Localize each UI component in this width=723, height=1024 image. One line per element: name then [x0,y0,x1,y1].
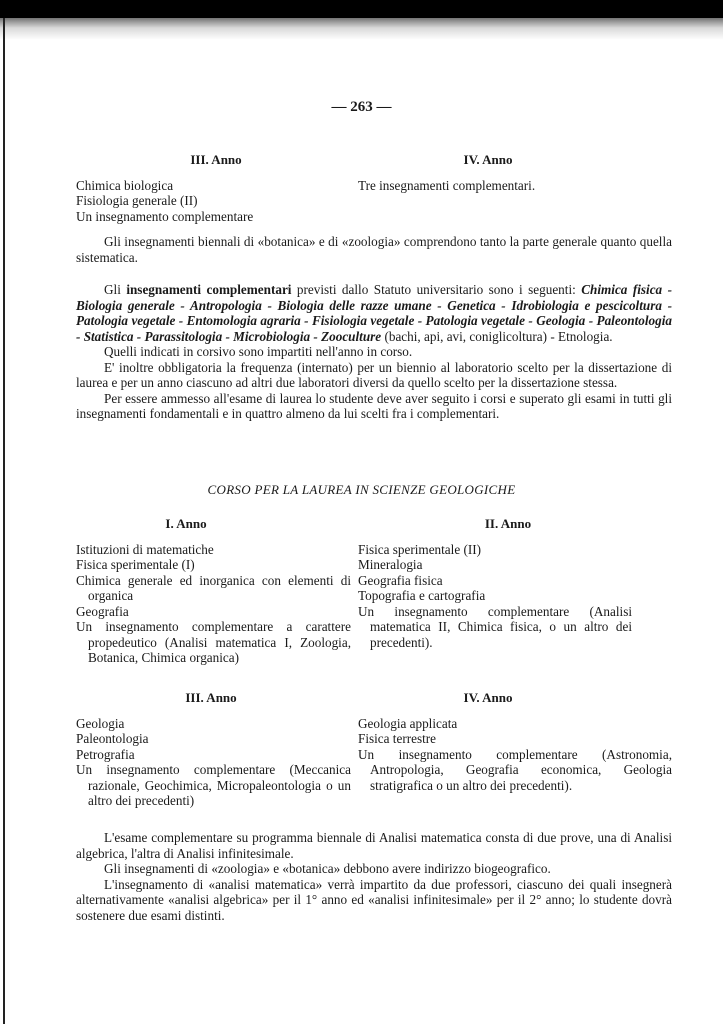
heading-iii-anno: III. Anno [190,152,242,167]
geo-anno1-list [76,542,351,666]
geo-notes [76,830,672,923]
top-col-left-list [76,178,351,225]
section-title-geologia: CORSO PER LA LAUREA IN SCIENZE GEOLOGICHE [207,482,516,497]
list-item: Geografia [76,603,129,619]
list-item: Geografia fisica [358,572,443,588]
text-fragment: previsti dallo Statuto universitario sono i seguenti: [291,282,582,297]
para-frequenza: E' inoltre obbligatoria la frequenza (internato) per un biennio al laboratorio scelto per la dissertazione di laurea e per un anno ciascuno ad altri due laboratori diversi da quello scelto per la dissertazione stessa. [76,359,672,390]
complementari-block [76,282,672,422]
text-fragment: (bachi, api, avi, coniglicoltura) - Etnologia. [381,328,613,344]
list-item: Fisica sperimentale (I) [76,557,195,572]
scan-top-noise [0,18,723,40]
list-item: Topografia e cartografia [358,588,486,603]
list-item: Istituzioni di matematiche [76,541,214,557]
geo-anno3 [76,690,351,809]
list-item: Chimica generale ed inorganica con elementi di organica [76,572,351,603]
list-item: Geologia [76,715,125,731]
geo-anno4-list [358,716,672,794]
list-item: Petrografia [76,746,135,762]
para-biennali-block [76,234,672,265]
list-item: Fisiologia generale (II) [76,193,198,208]
bold-term: insegnamenti complementari [126,282,292,297]
geo-anno1 [76,516,351,666]
list-item: Un insegnamento complementare (Astronomia, Antropologia, Geografia economica, Geologia stratigrafica o un altro dei precedenti). [358,746,672,793]
list-item: Tre insegnamenti complementari. [358,177,536,193]
list-item: Un insegnamento complementare a carattere propedeutico (Analisi matematica I, Zoologia, Botanica, Chimica organica) [76,619,351,665]
list-item: Mineralogia [358,557,423,572]
list-item: Fisica terrestre [358,731,436,746]
scan-top-border [0,0,723,18]
geo-anno2 [358,516,632,650]
geo-anno4 [358,690,672,793]
note-zoologia-botanica: Gli insegnamenti di «zoologia» e «botanica» debbono avere indirizzo biogeografico. [104,861,551,876]
para-corsivo: Quelli indicati in corsivo sono impartiti nell'anno in corso. [104,344,413,359]
heading-iv-anno: IV. Anno [463,152,513,167]
top-col-right [358,152,648,193]
top-col-left [76,152,351,224]
list-item: Fisica sperimentale (II) [358,541,482,557]
list-item: Un insegnamento complementare (Analisi matematica II, Chimica fisica, o un altro dei precedenti). [358,603,632,650]
top-col-right-list [358,178,648,194]
list-item: Paleontologia [76,731,149,746]
note-analisi-professori: L'insegnamento di «analisi matematica» verrà impartito da due professori, ciascuno dei quali insegnerà alternativamente «analisi algebrica» per il 1° anno ed «analisi infinitesimale» per il 2° anno; lo studente dovrà sostenere due esami distinti. [76,876,672,923]
page-number: — 263 — [331,99,392,115]
list-item: Geologia applicata [358,715,458,731]
scan-left-edge [3,18,5,1024]
geo-anno3-list [76,716,351,809]
note-analisi-prove: L'esame complementare su programma biennale di Analisi matematica consta di due prove, una di Analisi algebrica, l'altra di Analisi infinitesimale. [76,830,672,861]
heading-i-anno: I. Anno [165,516,207,531]
heading-iv-anno-geo: IV. Anno [463,690,513,705]
heading-iii-anno-geo: III. Anno [185,690,237,705]
text-fragment: Gli [104,282,127,297]
para-biennali: Gli insegnamenti biennali di «botanica» e di «zoologia» comprendono tanto la parte generale quanto quella sistematica. [76,234,672,265]
heading-ii-anno: II. Anno [484,516,532,531]
para-complementari [76,282,672,344]
italic-course-list: Chimica fisica -Biologia generale - Antropologia - Biologia delle razze umane - Genetica - Idrobiologia e pescicoltura - Patologia vegetale - Entomologia agraria - Fisiologia vegetale - Patologia vegetale - Geologia - Paleontologia - Statistica - Parassitologia - Microbiologia - Zooculture [76,282,672,344]
list-item: Un insegnamento complementare [76,208,254,224]
para-ammesso: Per essere ammesso all'esame di laurea lo studente deve aver seguito i corsi e superato gli esami in tutti gli insegnamenti fondamentali e in quattro almeno da lui scelti fra i complementari. [76,390,672,421]
list-item: Chimica biologica [76,177,174,193]
list-item: Un insegnamento complementare (Meccanica razionale, Geochimica, Micropaleontologia o un altro dei precedenti) [76,762,351,808]
geo-anno2-list [358,542,632,651]
